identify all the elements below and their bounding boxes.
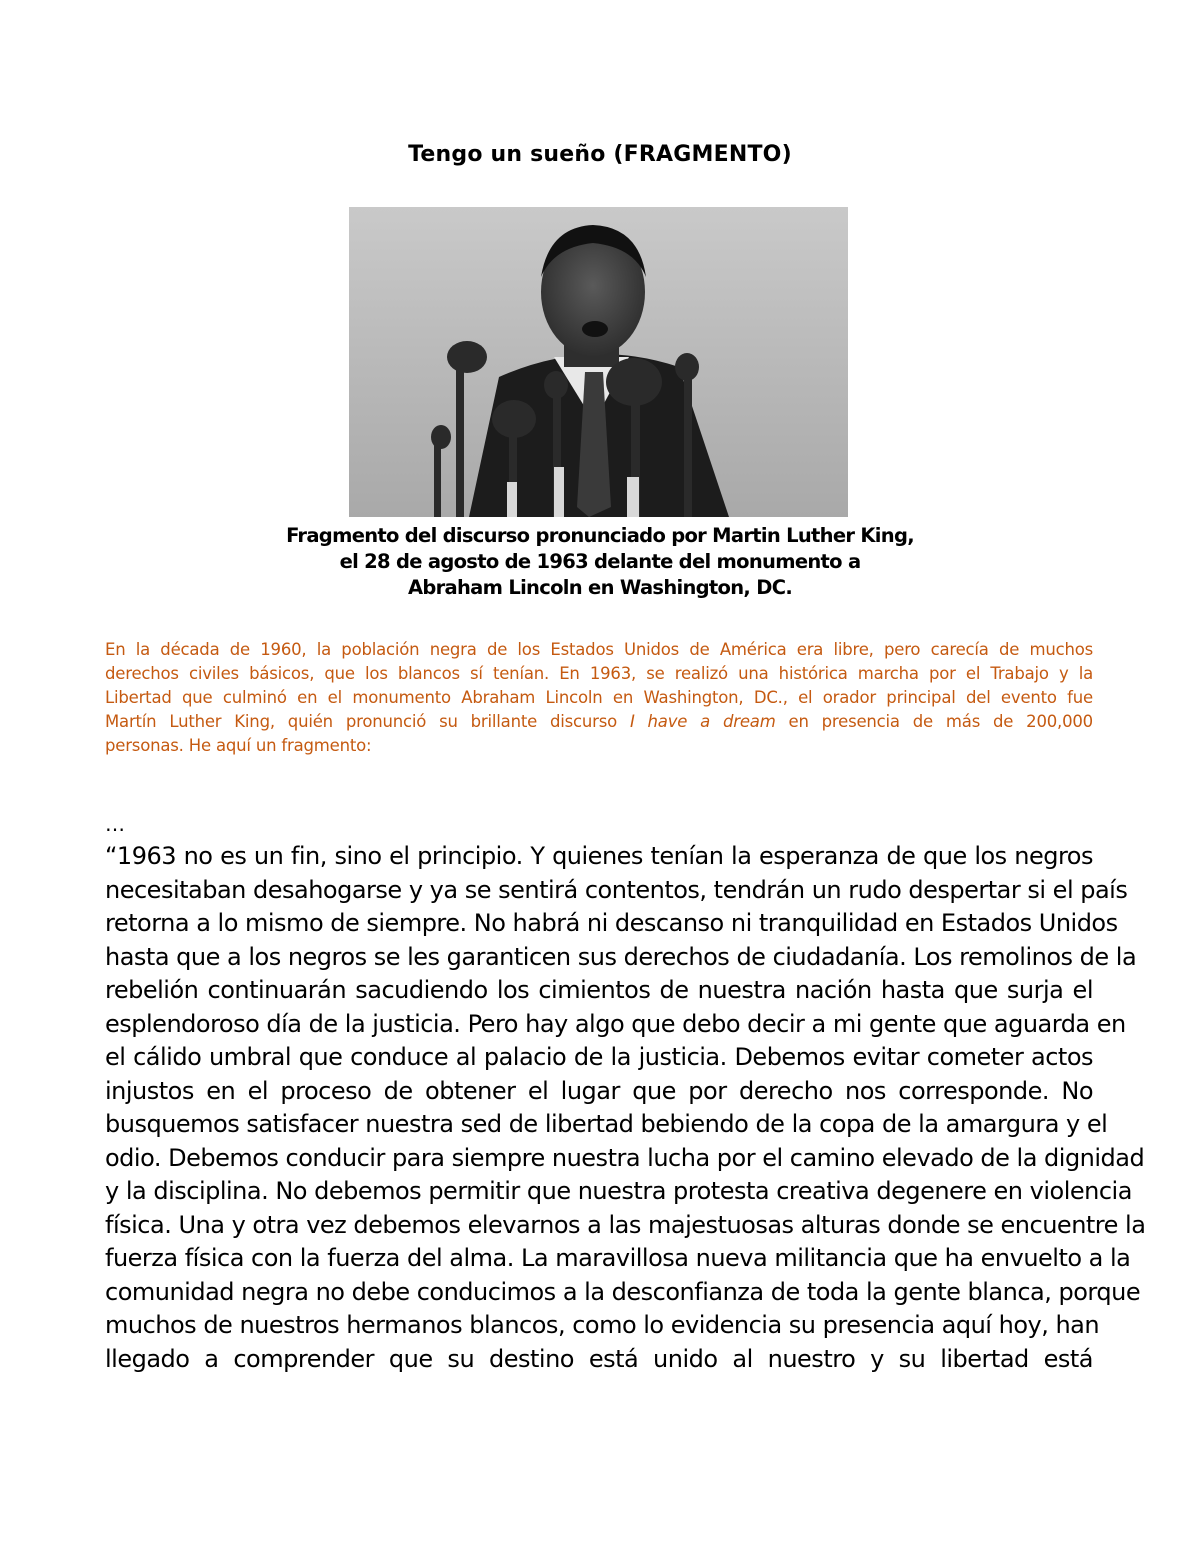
intro-line: derechos civiles básicos, que los blancos sí tenían. En 1963, se realizó una histórica marcha por el Trabajo y la: [105, 664, 1093, 683]
speech-line: fuerza física con la fuerza del alma. La maravillosa nueva militancia que ha envuelto a la: [105, 1244, 1131, 1272]
speech-line: y la disciplina. No debemos permitir que nuestra protesta creativa degenere en violencia: [105, 1177, 1132, 1205]
speech-line: “1963 no es un fin, sino el principio. Y quienes tenían la esperanza de que los negros: [105, 842, 1093, 870]
intro-text: en presencia de más de 200,000: [775, 712, 1093, 731]
speech-line: física. Una y otra vez debemos elevarnos a las majestuosas alturas donde se encuentre la: [105, 1210, 1146, 1239]
intro-line: Libertad que culminó en el monumento Abraham Lincoln en Washington, DC., el orador principal del evento fue: [105, 688, 1093, 707]
caption-line: Fragmento del discurso pronunciado por Martin Luther King,: [286, 524, 914, 547]
intro-line: personas. He aquí un fragmento:: [105, 736, 372, 755]
speech-line: necesitaban desahogarse y ya se sentirá contentos, tendrán un rudo despertar si el país: [105, 875, 1128, 904]
speech-line: hasta que a los negros se les garanticen sus derechos de ciudadanía. Los remolinos de la: [105, 942, 1137, 971]
speech-line: busquemos satisfacer nuestra sed de libertad bebiendo de la copa de la amargura y el: [105, 1110, 1108, 1138]
ellipsis: …: [105, 812, 125, 836]
speech-title-italic: I have a dream: [629, 712, 776, 731]
speech-line: rebelión continuarán sacudiendo los cimientos de nuestra nación hasta que surja el: [105, 976, 1093, 1004]
intro-paragraph: [105, 638, 1093, 758]
photo-caption: [0, 523, 1200, 601]
intro-line: En la década de 1960, la población negra de los Estados Unidos de América era libre, pero carecía de muchos: [105, 640, 1093, 659]
speech-line: comunidad negra no debe conducimos a la desconfianza de toda la gente blanca, porque: [105, 1277, 1141, 1306]
caption-line: Abraham Lincoln en Washington, DC.: [407, 576, 793, 599]
intro-text: Martín Luther King, quién pronunció su brillante discurso: [105, 712, 630, 731]
speech-line: retorna a lo mismo de siempre. No habrá ni descanso ni tranquilidad en Estados Unidos: [105, 909, 1118, 937]
speech-line: esplendoroso día de la justicia. Pero hay algo que debo decir a mi gente que aguarda en: [105, 1009, 1126, 1038]
speech-line: odio. Debemos conducir para siempre nuestra lucha por el camino elevado de la dignidad: [105, 1143, 1145, 1172]
speech-line: injustos en el proceso de obtener el lugar que por derecho nos corresponde. No: [105, 1076, 1093, 1105]
speech-line: muchos de nuestros hermanos blancos, como lo evidencia su presencia aquí hoy, han: [105, 1311, 1100, 1339]
intro-line: [105, 710, 1093, 734]
document-title: Tengo un sueño (FRAGMENTO): [408, 142, 792, 167]
speech-line: el cálido umbral que conduce al palacio de la justicia. Debemos evitar cometer actos: [105, 1043, 1093, 1071]
speech-excerpt: [105, 840, 1146, 1376]
speech-line: llegado a comprender que su destino está unido al nuestro y su libertad está: [105, 1344, 1093, 1373]
speaker-photo: [349, 207, 848, 517]
speaker-photo-illustration: [349, 207, 848, 517]
caption-line: el 28 de agosto de 1963 delante del monumento a: [339, 550, 861, 573]
